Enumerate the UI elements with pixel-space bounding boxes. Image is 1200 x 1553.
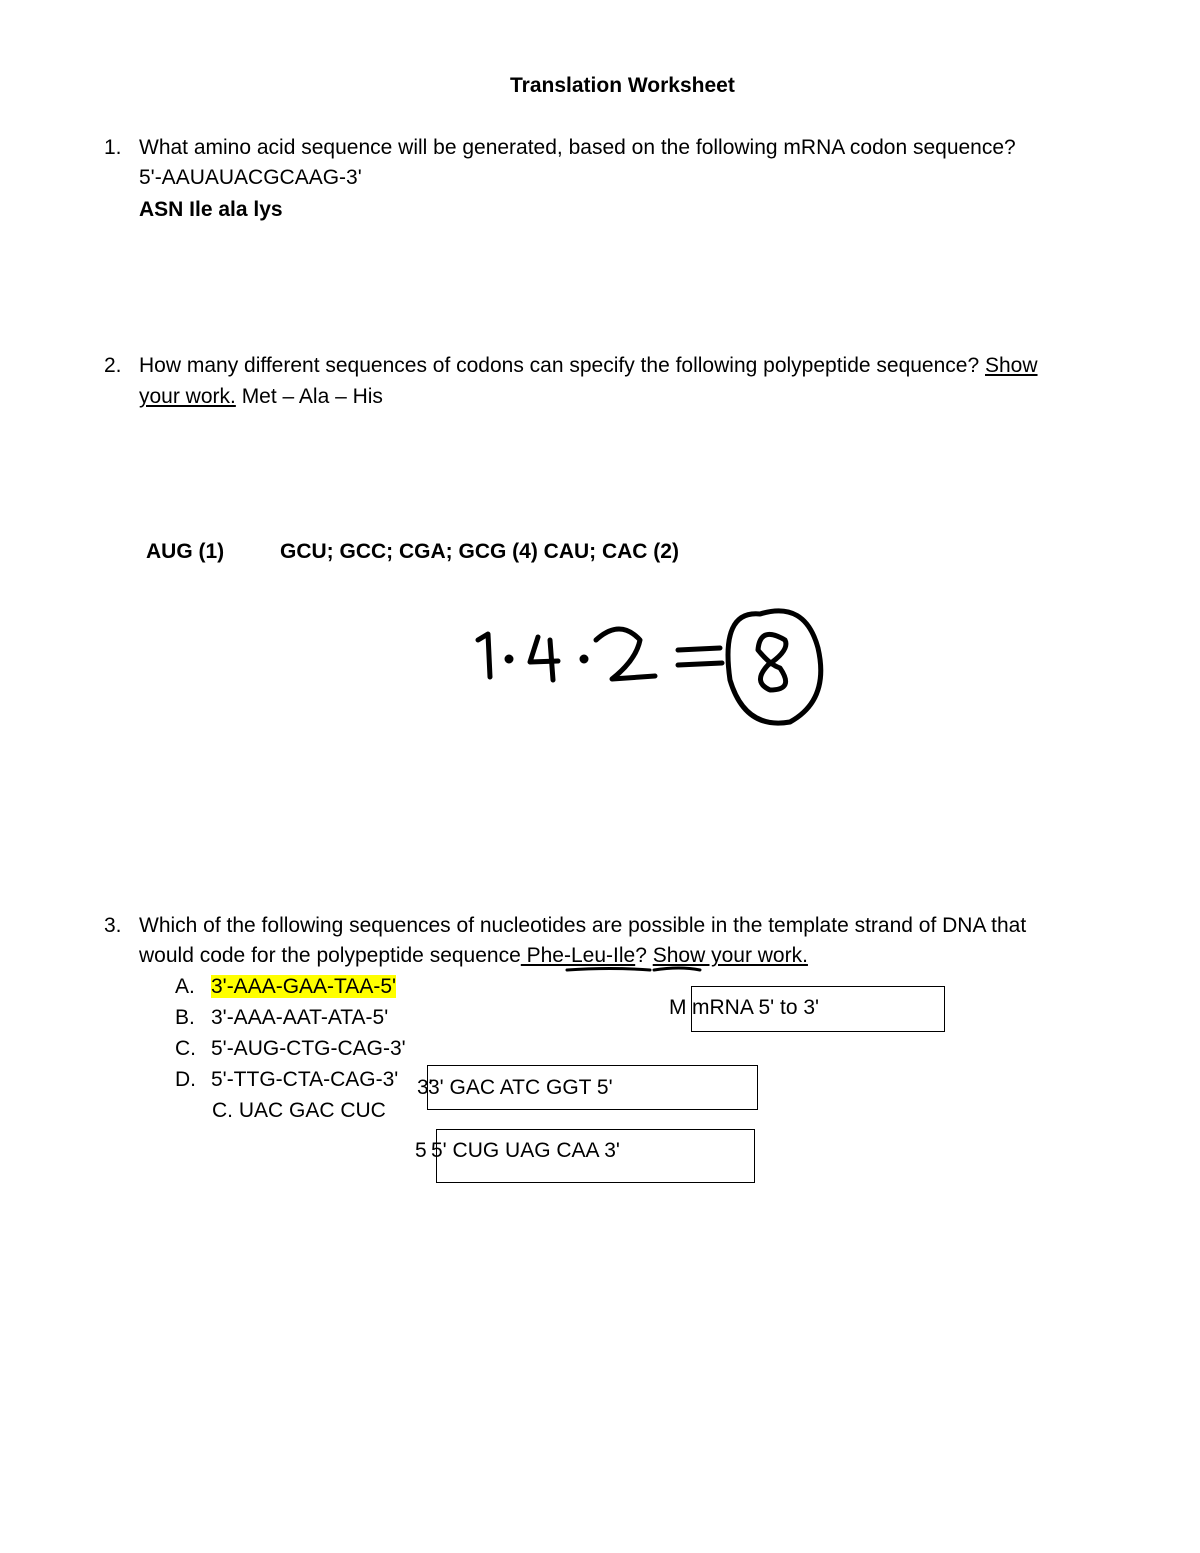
option-d-letter: D. — [175, 1068, 196, 1091]
q1-answer: ASN Ile ala lys — [139, 198, 283, 221]
mrna-box-label: mRNA 5' to 3' — [692, 996, 820, 1019]
mrna-box-overlap-letter: M — [669, 996, 687, 1019]
dna-box-label: 3' GAC ATC GGT 5' — [428, 1076, 613, 1099]
q1-text: What amino acid sequence will be generated, based on the following mRNA codon sequence? — [139, 136, 1016, 159]
option-d-text: 5'-TTG-CTA-CAG-3' — [211, 1068, 399, 1091]
q3-qmark: ? — [635, 944, 647, 967]
option-c-letter: C. — [175, 1037, 196, 1060]
option-b-text: 3'-AAA-AAT-ATA-5' — [211, 1006, 389, 1029]
q1-sequence: 5'-AAUAUACGCAAG-3' — [139, 166, 362, 189]
q3-line2 — [139, 941, 808, 971]
mrna-textbox — [691, 986, 945, 1032]
cug-textbox — [431, 1129, 755, 1183]
dna-box-overlap: 3' — [417, 1076, 433, 1099]
q2-peptide: Met – Ala – His — [235, 385, 383, 408]
page-title: Translation Worksheet — [510, 74, 735, 97]
q3-show-work: Show your work. — [652, 944, 808, 967]
option-a-highlight: 3'-AAA-GAA-TAA-5' — [211, 975, 397, 998]
q2-show-label: Show — [985, 354, 1038, 377]
q2-show-label-cont: your work. — [139, 385, 236, 408]
q2-text: How many different sequences of codons can specify the following polypeptide sequence? — [139, 354, 980, 377]
cug-box-label: 5' CUG UAG CAA 3' — [431, 1139, 620, 1162]
option-a-letter: A. — [175, 975, 195, 998]
extra-answer-line: C. UAC GAC CUC — [212, 1099, 386, 1122]
q2-number: 2. — [104, 354, 122, 377]
q3-line1: Which of the following sequences of nucleotides are possible in the template strand of DNA that — [139, 914, 1027, 937]
q2-codons-ala-his: GCU; GCC; CGA; GCG (4) CAU; CAC (2) — [280, 540, 679, 563]
q2-codons-met: AUG (1) — [146, 540, 225, 563]
cug-box-overlap: 5 — [415, 1139, 427, 1162]
option-c-text: 5'-AUG-CTG-CAG-3' — [211, 1037, 406, 1060]
q3-peptide: Phe-Leu-Ile — [520, 944, 636, 967]
q3-line2-text: would code for the polypeptide sequence — [139, 944, 521, 967]
dna-textbox — [427, 1065, 758, 1110]
q2-line2 — [139, 382, 383, 412]
option-a-text — [211, 972, 396, 1002]
option-b-letter: B. — [175, 1006, 195, 1029]
q3-number: 3. — [104, 914, 122, 937]
q2-line1 — [139, 351, 1038, 381]
q1-number: 1. — [104, 136, 122, 159]
